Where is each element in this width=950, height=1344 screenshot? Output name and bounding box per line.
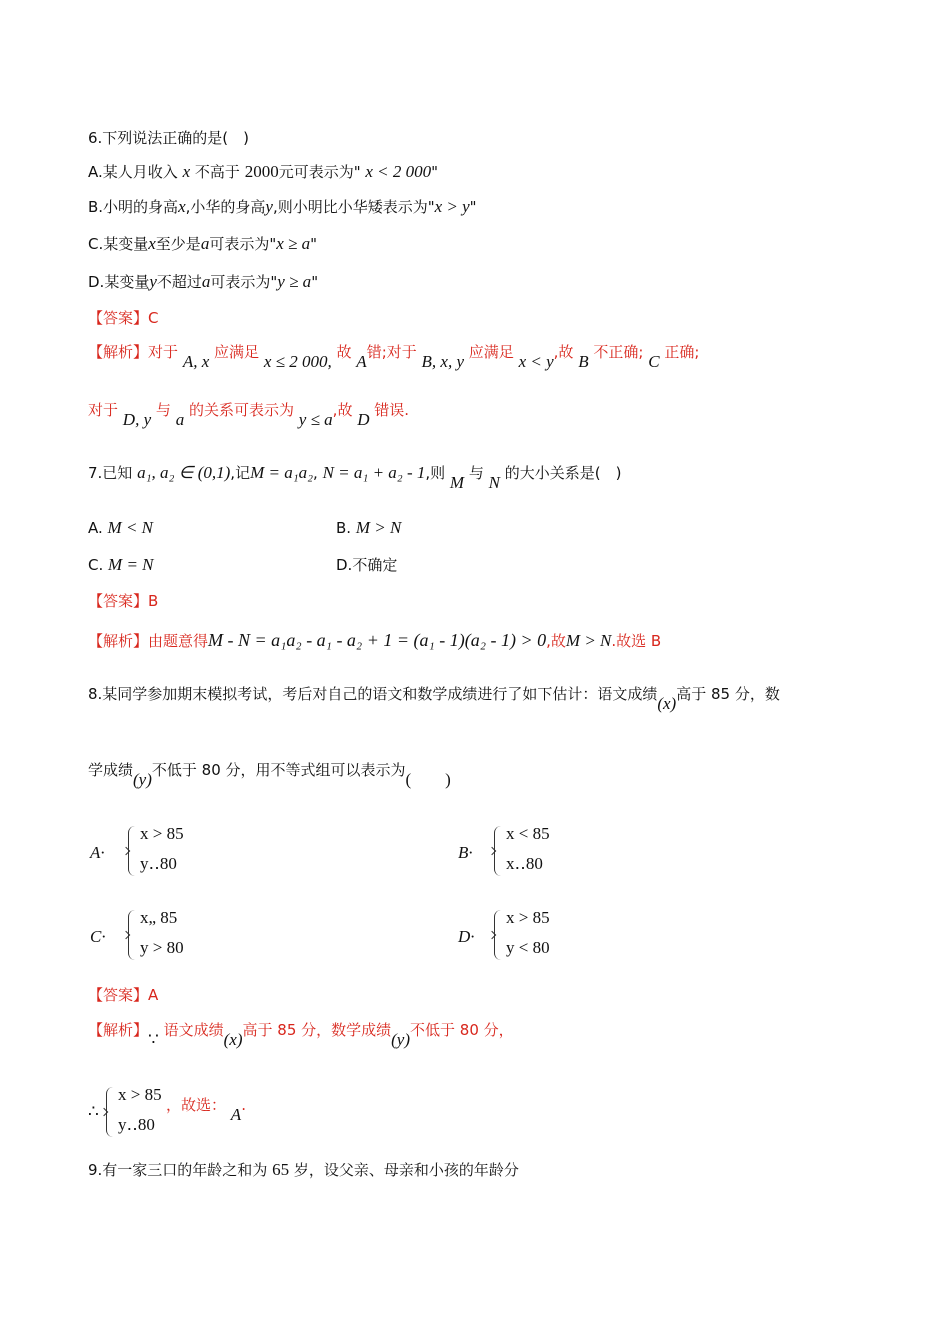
q6-a-text: A.某人月收入	[88, 163, 178, 181]
q7-stem-text-6: 的大小关系是( )	[504, 464, 622, 482]
q6-c-mid: 至少是	[155, 235, 201, 253]
q8-opt-c-label: C·	[90, 927, 106, 946]
q7-stem-text-3: ,	[313, 464, 318, 482]
q6-a-expr: x < 2 000	[365, 162, 432, 181]
q6-analysis-tag: 【解析】	[88, 343, 149, 361]
q6-an-text-8: 正确;	[664, 343, 700, 361]
q6-an-text-1: 对于	[148, 343, 179, 361]
q7-an-text-2: ,故	[546, 632, 566, 650]
q8-opt-b-row2: x‥80	[506, 854, 543, 873]
q6-an2-math-1: D, y	[122, 410, 152, 429]
q8-opt-c-row2: y > 80	[140, 938, 184, 957]
q8-stem-line2	[88, 760, 451, 789]
q6-stem: 6.下列说法正确的是( )	[88, 129, 250, 147]
q8-analysis-tag: 【解析】	[88, 1021, 149, 1039]
q8-an2-text: ，故选：	[166, 1096, 227, 1114]
q6-c-a: a	[200, 234, 210, 253]
q7-stem-math-4: M	[449, 473, 465, 492]
q6-d-end: 可表示为"	[210, 273, 278, 291]
q8-an2-row1: x > 85	[118, 1085, 162, 1104]
q8-stem2-text-2: 不低于 80 分，用不等式组可以表示为	[151, 761, 406, 779]
q6-b-close: "	[469, 198, 477, 216]
q6-an-text-4: 错;对于	[366, 343, 417, 361]
q7-opt-c-expr: M = N	[108, 555, 154, 574]
q6-an2-math-4: D	[357, 410, 370, 429]
q8-an2-math: A	[230, 1105, 242, 1124]
q7-opt-a-label: A.	[88, 519, 103, 537]
q6-b-expr: x > y	[434, 197, 470, 216]
q6-an-math-4: B, x, y	[421, 352, 465, 371]
q7-stem	[88, 463, 622, 492]
q6-a-close: "	[431, 163, 439, 181]
q7-option-d: D.不确定	[336, 556, 398, 574]
q7-opt-b-expr: M > N	[355, 518, 402, 537]
q6-an-text-3: 故	[336, 343, 352, 361]
q6-an2-text-4: ,故	[332, 401, 353, 419]
brace-icon	[106, 1087, 115, 1137]
q6-an2-text-1: 对于	[88, 401, 119, 419]
q6-a-var: x	[182, 162, 191, 181]
q8-stem-math-1: (x)	[657, 694, 677, 713]
q6-c-close: "	[310, 235, 318, 253]
q6-d-text: D.某变量	[88, 273, 150, 291]
q8-opt-b-row1: x < 85	[506, 824, 550, 843]
q6-an-text-6: ,故	[553, 343, 574, 361]
q6-b-mid: ,小华的身高	[185, 198, 266, 216]
q6-c-end: 可表示为"	[209, 235, 277, 253]
q9-stem-math: 65	[272, 1160, 290, 1179]
q8-opt-d-row2: y < 80	[506, 938, 550, 957]
q6-an-text-5: 应满足	[468, 343, 514, 361]
q7-an-text-1: 由题意得	[148, 632, 209, 650]
q6-b-y: y	[265, 197, 273, 216]
q8-stem2-math-1: (y)	[133, 770, 152, 789]
q6-c-x: x	[148, 234, 156, 253]
q7-analysis-tag: 【解析】	[88, 632, 149, 650]
q8-opt-a-row2: y‥80	[140, 854, 177, 873]
q6-b-text: B.小明的身高	[88, 198, 179, 216]
q8-stem-text-1: 8.某同学参加期末模拟考试，考后对自己的语文和数学成绩进行了如下估计：语文成绩	[88, 685, 658, 703]
brace-icon	[494, 910, 503, 960]
q7-stem-text-1: 7.已知	[88, 464, 133, 482]
q7-answer: 【答案】B	[88, 592, 159, 610]
q7-an-text-3: .故选 B	[611, 632, 662, 650]
q7-stem-text-4: ,则	[425, 464, 446, 482]
q6-a-mid: 不高于	[194, 163, 240, 181]
q6-a-end: 元可表示为"	[278, 163, 361, 181]
q8-an-math-2: (y)	[391, 1030, 411, 1049]
q8-an-text-3: 不低于 80 分，	[410, 1021, 514, 1039]
because-icon: ∵	[148, 1030, 159, 1049]
q6-an-text-7: 不正确;	[593, 343, 644, 361]
q8-stem-line1	[88, 684, 780, 713]
brace-icon	[494, 826, 503, 876]
q7-opt-c-label: C.	[88, 556, 104, 574]
q8-an2-dot: .	[241, 1096, 246, 1114]
q7-stem-math-2: M = a₁a₂	[250, 463, 314, 482]
q7-an-math-1: M - N = a₁a₂ - a₁ - a₂ + 1 = (a₁ - 1)(a₂ - 1) > 0	[208, 630, 547, 650]
q7-stem-text-2: ,记	[230, 464, 251, 482]
q6-answer: 【答案】C	[88, 309, 159, 327]
q8-stem2-paren: ( )	[405, 770, 451, 789]
q6-option-b	[88, 197, 477, 217]
q8-opt-d-row1: x > 85	[506, 908, 550, 927]
q7-option-c	[88, 555, 154, 575]
q6-d-mid: 不超过	[156, 273, 202, 291]
q7-stem-math-1: a₁, a₂ ∈ (0,1)	[137, 463, 231, 482]
q6-d-y: y	[149, 272, 157, 291]
brace-icon	[128, 910, 137, 960]
q6-d-close: "	[311, 273, 319, 291]
q6-an2-text-3: 的关系可表示为	[188, 401, 294, 419]
q6-option-c	[88, 234, 317, 254]
q9-stem-text-2: 岁，设父亲、母亲和小孩的年龄分	[293, 1161, 519, 1179]
q8-answer: 【答案】A	[88, 986, 159, 1004]
q6-an2-math-2: a	[175, 410, 185, 429]
q7-stem-math-3: N = a₁ + a₂ - 1	[322, 463, 426, 482]
q6-analysis-line2	[88, 400, 410, 429]
q8-analysis-conclusion	[166, 1095, 246, 1124]
q6-an-math-7: C	[648, 352, 660, 371]
q8-opt-a-label: A·	[90, 843, 105, 862]
q6-an-text-2: 应满足	[214, 343, 260, 361]
q8-opt-b-label: B·	[458, 843, 473, 862]
q6-an-math-3: A	[356, 352, 367, 371]
q6-option-d	[88, 272, 318, 292]
q6-option-a	[88, 162, 438, 182]
q7-option-b	[336, 518, 401, 538]
q6-an-math-1: A, x	[182, 352, 210, 371]
brace-icon	[128, 826, 137, 876]
q6-b-x: x	[178, 197, 186, 216]
q8-an-text-2: 高于 85 分，数学成绩	[242, 1021, 392, 1039]
q6-analysis-line1	[88, 342, 700, 371]
q6-d-a: a	[201, 272, 211, 291]
q7-an-math-2: M > N	[565, 631, 612, 650]
q8-an-math-1: (x)	[223, 1030, 243, 1049]
q7-stem-math-5: N	[488, 473, 501, 492]
q7-analysis	[88, 630, 661, 651]
q6-d-expr: y ≥ a	[277, 272, 312, 291]
q6-an-math-6: B	[578, 352, 589, 371]
q9-stem-text-1: 9.有一家三口的年龄之和为	[88, 1161, 268, 1179]
q7-opt-b-label: B.	[336, 519, 352, 537]
q8-an-text-1: 语文成绩	[163, 1021, 224, 1039]
q8-opt-c-row1: x„ 85	[140, 908, 178, 927]
q6-c-text: C.某变量	[88, 235, 149, 253]
q6-b-end: ,则小明比小华矮表示为"	[272, 198, 435, 216]
q6-an2-text-5: 错误.	[374, 401, 410, 419]
q7-option-a	[88, 518, 153, 538]
q8-stem2-text-1: 学成绩	[88, 761, 134, 779]
q6-an2-math-3: y ≤ a	[298, 410, 333, 429]
therefore-icon: ∴	[88, 1102, 99, 1121]
q8-stem-text-2: 高于 85 分，数	[676, 685, 780, 703]
q7-stem-text-5: 与	[468, 464, 484, 482]
q9-stem	[88, 1160, 519, 1180]
q8-an2-row2: y‥80	[118, 1115, 155, 1134]
q6-an-math-5: x < y	[518, 352, 554, 371]
q6-c-expr: x ≥ a	[276, 234, 311, 253]
q6-an2-text-2: 与	[155, 401, 171, 419]
q8-analysis-line1	[88, 1020, 514, 1049]
q6-an-math-2: x ≤ 2 000,	[263, 352, 332, 371]
q6-a-num: 2000	[244, 162, 279, 181]
q7-opt-a-expr: M < N	[107, 518, 154, 537]
q8-opt-a-row1: x > 85	[140, 824, 184, 843]
q8-opt-d-label: D·	[458, 927, 475, 946]
